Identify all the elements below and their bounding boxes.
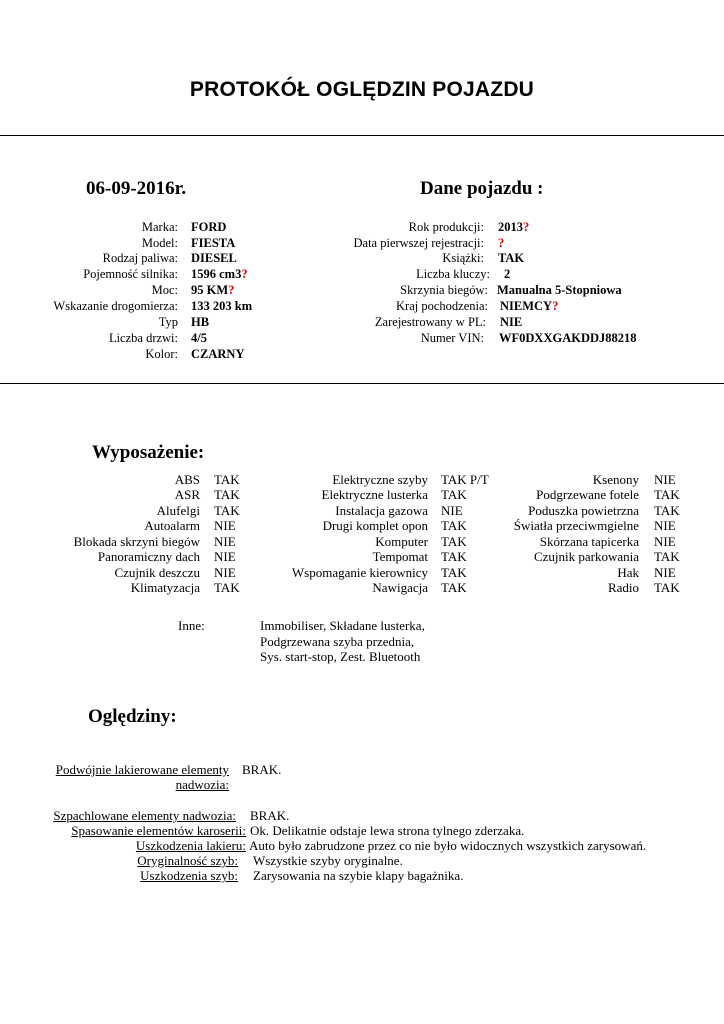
equipment-label: Nawigacja <box>372 580 428 595</box>
inspection-value: Wszystkie szyby oryginalne. <box>253 853 403 868</box>
vehicle-label: Kolor: <box>145 347 178 361</box>
inspection-label: Spasowanie elementów karoserii: <box>71 823 246 838</box>
vehicle-label: Książki: <box>442 251 484 265</box>
inspection-label: Podwójnie lakierowane elementy <box>55 762 229 777</box>
vehicle-label: Wskazanie drogomierza: <box>53 299 178 313</box>
equipment-label: Wspomaganie kierownicy <box>291 565 428 580</box>
divider-top <box>0 135 724 136</box>
vehicle-label: Liczba kluczy: <box>416 267 490 281</box>
vehicle-value: 133 203 km <box>191 299 253 313</box>
inspection-label: Oryginalność szyb: <box>137 853 238 868</box>
vehicle-data-heading: Dane pojazdu : <box>420 178 544 199</box>
equipment-label: Elektryczne lusterka <box>321 487 428 502</box>
vehicle-value: NIE <box>500 315 523 329</box>
equipment-label: Klimatyzacja <box>130 580 200 595</box>
equipment-label: Poduszka powietrzna <box>528 503 639 518</box>
vehicle-value: ? <box>498 236 505 250</box>
equipment-value: NIE <box>441 503 463 518</box>
vehicle-label: Moc: <box>151 283 178 297</box>
inspection-value: BRAK. <box>242 762 282 777</box>
equipment-label: Alufelgi <box>156 503 200 518</box>
vehicle-value: FIESTA <box>191 236 236 250</box>
equipment-value: NIE <box>654 518 676 533</box>
divider-vehicle <box>0 383 724 384</box>
equipment-value: TAK <box>441 518 467 533</box>
equipment-value: TAK <box>441 534 467 549</box>
equipment-value: TAK <box>654 580 680 595</box>
vehicle-label: Data pierwszej rejestracji: <box>353 236 484 250</box>
equipment-label: Skórzana tapicerka <box>539 534 639 549</box>
vehicle-label: Rodzaj paliwa: <box>102 251 178 265</box>
equipment-label: Podgrzewane fotele <box>536 487 639 502</box>
vehicle-value: 95 KM? <box>191 283 235 297</box>
equipment-label: ASR <box>174 487 200 502</box>
equipment-label: Ksenony <box>592 472 639 487</box>
inspection-label: Uszkodzenia szyb: <box>140 868 238 883</box>
vehicle-value: 4/5 <box>191 331 207 345</box>
equipment-heading: Wyposażenie: <box>92 442 205 463</box>
equipment-label: Komputer <box>375 534 428 549</box>
inspection-label: nadwozia: <box>175 777 229 792</box>
equipment-value: NIE <box>654 565 676 580</box>
vehicle-value: Manualna 5-Stopniowa <box>497 283 622 297</box>
equipment-label: Instalacja gazowa <box>335 503 428 518</box>
equipment-label: Elektryczne szyby <box>332 472 428 487</box>
equipment-value: NIE <box>214 549 236 564</box>
other-equipment-line: Sys. start-stop, Zest. Bluetooth <box>260 649 421 664</box>
equipment-label: Radio <box>607 580 639 595</box>
equipment-label: ABS <box>174 472 200 487</box>
vehicle-value: DIESEL <box>191 251 237 265</box>
document-date: 06-09-2016r. <box>86 178 187 199</box>
equipment-label: Autoalarm <box>144 518 200 533</box>
equipment-label: Drugi komplet opon <box>322 518 428 533</box>
document-title: PROTOKÓŁ OGLĘDZIN POJAZDU <box>189 78 535 101</box>
vehicle-value: 2013? <box>498 220 530 234</box>
inspection-value: Auto było zabrudzone przez co nie było widocznych wszystkich zarysowań. <box>249 838 647 853</box>
inspection-label: Uszkodzenia lakieru: <box>135 838 246 853</box>
equipment-value: TAK <box>441 549 467 564</box>
vehicle-label: Pojemność silnika: <box>83 267 178 281</box>
vehicle-label: Marka: <box>141 220 178 234</box>
equipment-label: Panoramiczny dach <box>97 549 200 564</box>
equipment-value: NIE <box>214 565 236 580</box>
other-equipment-line: Immobiliser, Składane lusterka, <box>260 618 425 633</box>
inspection-value: Zarysowania na szybie klapy bagażnika. <box>253 868 464 883</box>
vehicle-value: TAK <box>498 251 525 265</box>
equipment-value: NIE <box>654 534 676 549</box>
equipment-value: NIE <box>654 472 676 487</box>
equipment-label: Czujnik parkowania <box>533 549 639 564</box>
inspection-value: BRAK. <box>250 808 290 823</box>
equipment-label: Hak <box>617 565 639 580</box>
equipment-value: TAK <box>654 503 680 518</box>
equipment-value: NIE <box>214 518 236 533</box>
equipment-value: TAK <box>214 580 240 595</box>
vehicle-value: WF0DXXGAKDDJ88218 <box>499 331 637 345</box>
vehicle-value: HB <box>191 315 210 329</box>
equipment-label: Światła przeciwmgielne <box>513 518 639 533</box>
vehicle-value: FORD <box>191 220 227 234</box>
vehicle-label: Rok produkcji: <box>408 220 484 234</box>
vehicle-label: Numer VIN: <box>420 331 484 345</box>
equipment-value: NIE <box>214 534 236 549</box>
inspection-heading: Oględziny: <box>88 706 177 727</box>
vehicle-value: 2 <box>504 267 511 281</box>
vehicle-value: CZARNY <box>191 347 245 361</box>
vehicle-label: Kraj pochodzenia: <box>396 299 488 313</box>
equipment-value: TAK <box>441 565 467 580</box>
equipment-value: TAK P/T <box>441 472 489 487</box>
equipment-label: Tempomat <box>372 549 428 564</box>
equipment-value: TAK <box>441 580 467 595</box>
other-equipment-label: Inne: <box>178 618 205 633</box>
vehicle-label: Typ <box>158 315 178 329</box>
equipment-value: TAK <box>654 487 680 502</box>
equipment-label: Blokada skrzyni biegów <box>73 534 200 549</box>
vehicle-value: 1596 cm3? <box>191 267 248 281</box>
equipment-label: Czujnik deszczu <box>114 565 200 580</box>
equipment-value: TAK <box>654 549 680 564</box>
vehicle-label: Model: <box>141 236 178 250</box>
vehicle-label: Liczba drzwi: <box>108 331 178 345</box>
inspection-value: Ok. Delikatnie odstaje lewa strona tylnego zderzaka. <box>250 823 525 838</box>
equipment-value: TAK <box>214 487 240 502</box>
vehicle-label: Zarejestrowany w PL: <box>374 315 486 329</box>
vehicle-label: Skrzynia biegów: <box>400 283 488 297</box>
equipment-value: TAK <box>214 503 240 518</box>
vehicle-value: NIEMCY? <box>500 299 559 313</box>
equipment-value: TAK <box>441 487 467 502</box>
equipment-value: TAK <box>214 472 240 487</box>
other-equipment-line: Podgrzewana szyba przednia, <box>260 634 415 649</box>
inspection-label: Szpachlowane elementy nadwozia: <box>53 808 236 823</box>
